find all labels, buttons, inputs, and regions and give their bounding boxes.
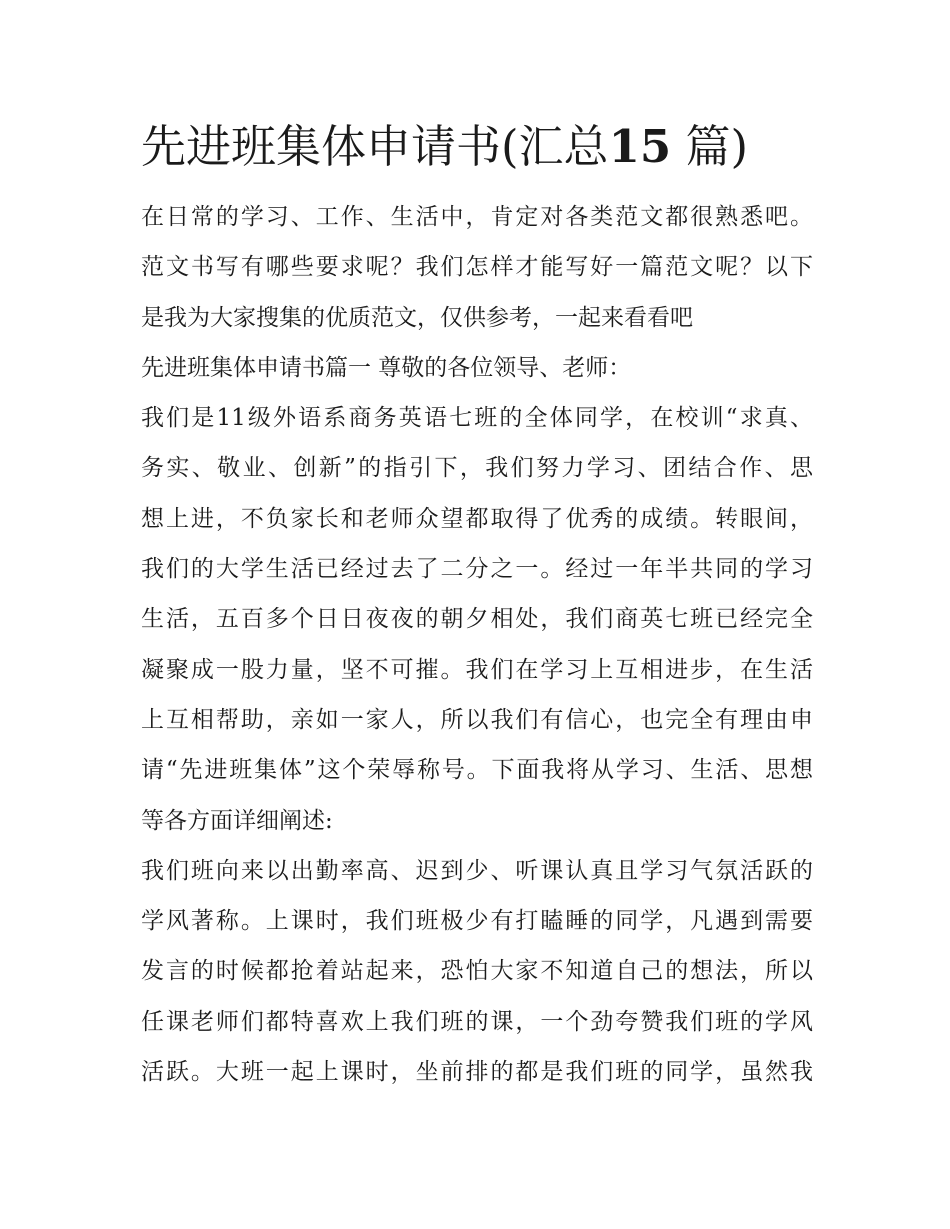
intro-paragraph <box>141 192 813 343</box>
text-line: 学风著称。上课时，我们班极少有打瞌睡的同学，凡遇到需要 <box>141 908 813 935</box>
document-page <box>141 118 813 1097</box>
text-line: 想上进，不负家长和老师众望都取得了优秀的成绩。转眼间， <box>141 505 813 532</box>
text-line: 是我为大家搜集的优质范文，仅供参考，一起来看看吧 <box>141 304 693 331</box>
document-title <box>141 118 813 176</box>
body-paragraph <box>141 846 813 1097</box>
text-line: 我们是11级外语系商务英语七班的全体同学，在校训“求真、 <box>141 405 813 432</box>
text-line: 发言的时候都抢着站起来，恐怕大家不知道自己的想法，所以 <box>141 958 813 985</box>
text-line: 凝聚成一股力量，坚不可摧。我们在学习上互相进步，在生活 <box>141 656 813 683</box>
text-line: 等各方面详细阐述: <box>141 807 333 834</box>
body-paragraph <box>141 393 813 846</box>
text-line: 上互相帮助，亲如一家人，所以我们有信心，也完全有理由申 <box>141 706 813 733</box>
text-line: 生活，五百多个日日夜夜的朝夕相处，我们商英七班已经完全 <box>141 606 813 633</box>
text-line: 任课老师们都特喜欢上我们班的课，一个劲夸赞我们班的学风 <box>141 1008 813 1035</box>
section-heading-paragraph <box>141 343 813 393</box>
title-suffix: 篇) <box>685 120 749 173</box>
title-prefix: 先进班集体申请书(汇总 <box>141 120 609 173</box>
title-number: 15 <box>608 120 672 173</box>
text-line: 活跃。大班一起上课时，坐前排的都是我们班的同学，虽然我 <box>141 1059 813 1086</box>
text-line: 我们的大学生活已经过去了二分之一。经过一年半共同的学习 <box>141 556 813 583</box>
text-line: 务实、敬业、创新”的指引下，我们努力学习、团结合作、思 <box>141 455 813 482</box>
text-line: 我们班向来以出勤率高、迟到少、听课认真且学习气氛活跃的 <box>141 857 813 884</box>
text-line: 请“先进班集体”这个荣辱称号。下面我将从学习、生活、思想 <box>141 757 813 784</box>
text-line: 范文书写有哪些要求呢？我们怎样才能写好一篇范文呢？以下 <box>141 254 813 281</box>
document-body <box>141 192 813 1097</box>
text-line: 先进班集体申请书篇一 尊敬的各位领导、老师： <box>141 354 632 381</box>
text-line: 在日常的学习、工作、生活中，肯定对各类范文都很熟悉吧。 <box>141 204 813 230</box>
